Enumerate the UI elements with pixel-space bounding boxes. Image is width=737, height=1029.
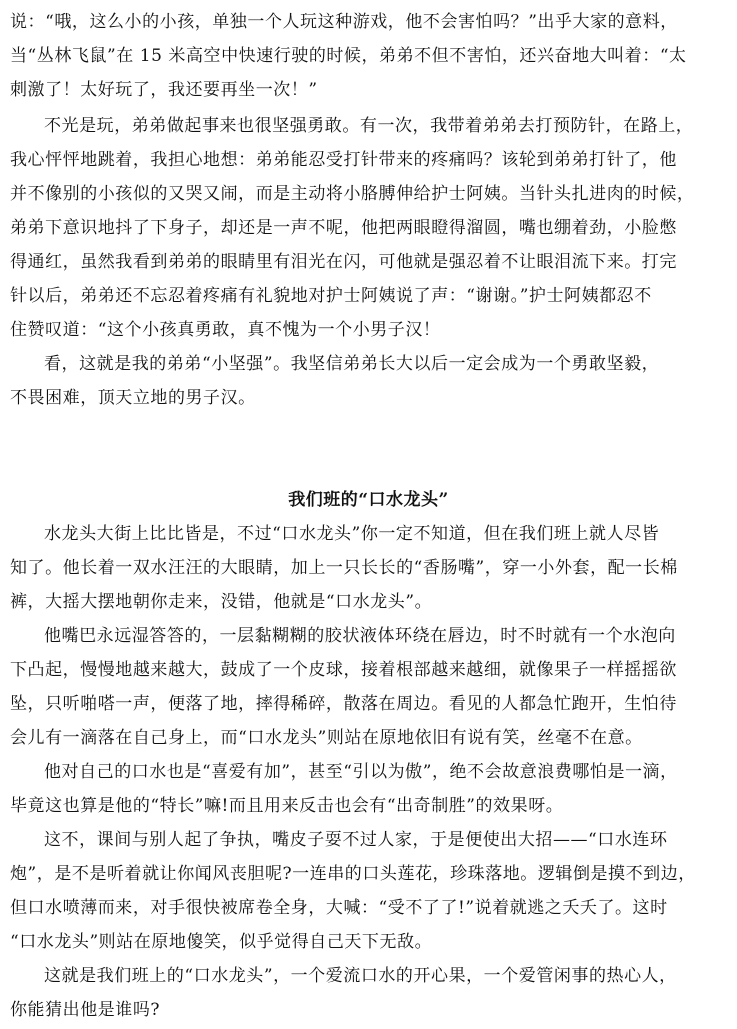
paragraph-line: 当“丛林飞鼠”在 15 米高空中快速行驶的时候，弟弟不但不害怕，还兴奋地大叫着：“太 (10, 46, 687, 66)
paragraph-line: 下凸起，慢慢地越来越大，鼓成了一个皮球，接着根部越来越细，就像果子一样摇摇欲 (10, 660, 677, 680)
paragraph-line: 坠，只听啪嗒一声，便落了地，摔得稀碎，散落在周边。看见的人都急忙跑开，生怕待 (10, 694, 677, 714)
paragraph-line: 不畏困难，顶天立地的男子汉。 (10, 388, 256, 408)
paragraph-line: 刺激了！太好玩了，我还要再坐一次！” (10, 80, 318, 100)
paragraph-line: 得通红，虽然我看到弟弟的眼睛里有泪光在闪，可他就是强忍着不让眼泪流下来。打完 (10, 252, 677, 272)
paragraph-line: 针以后，弟弟还不忘忍着疼痛有礼貌地对护士阿姨说了声：“谢谢。”护士阿姨都忍不 (10, 286, 652, 306)
paragraph-line: 看，这就是我的弟弟“小坚强”。我坚信弟弟长大以后一定会成为一个勇敢坚毅， (44, 354, 660, 374)
paragraph-line: 弟弟下意识地抖了下身子，却还是一声不呢，他把两眼瞪得溜圆，嘴也绷着劲，小脸憋 (10, 218, 677, 238)
paragraph-line: 他对自己的口水也是“喜爱有加”，甚至“引以为傲”，绝不会故意浪费哪怕是一滴， (44, 762, 678, 782)
paragraph-line: 他嘴巴永远湿答答的，一层黏糊糊的胶状液体环绕在唇边，时不时就有一个水泡向 (44, 626, 676, 646)
paragraph-line: 但口水喷薄而来，对手很快被席卷全身，大喊：“受不了了!”说着就逃之夭夭了。这时 (10, 898, 668, 918)
paragraph-line: 不光是玩，弟弟做起事来也很坚强勇敢。有一次，我带着弟弟去打预防针，在路上， (44, 116, 694, 136)
paragraph-line: 知了。他长着一双水汪汪的大眼睛，加上一只长长的“香肠嘴”，穿一小外套，配一长棉 (10, 558, 678, 578)
paragraph-line: 我心怦怦地跳着，我担心地想：弟弟能忍受打针带来的疼痛吗？该轮到弟弟打针了，他 (10, 150, 677, 170)
paragraph-line: 这不，课间与别人起了争执，嘴皮子耍不过人家，于是便使出大招——“口水连环 (44, 830, 668, 850)
paragraph-line: 会儿有一滴落在自己身上，而“口水龙头”则站在原地依旧有说有笑，丝毫不在意。 (10, 728, 643, 748)
paragraph-line: 这就是我们班上的“口水龙头”，一个爱流口水的开心果，一个爱管闲事的热心人， (44, 966, 677, 986)
paragraph-line: “口水龙头”则站在原地傻笑，似乎觉得自己天下无敌。 (10, 932, 433, 952)
essay-title: 我们班的“口水龙头” (288, 490, 449, 510)
paragraph-line: 并不像别的小孩似的又哭又闹，而是主动将小胳膊伸给护士阿姨。当针头扎进肉的时候， (10, 184, 695, 204)
paragraph-line: 住赞叹道：“这个小孩真勇敢，真不愧为一个小男子汉！ (10, 320, 441, 340)
paragraph-line: 炮”，是不是听着就让你闻风丧胆呢?一连串的口头莲花，珍珠落地。逻辑倒是摸不到边， (10, 864, 696, 884)
paragraph-line: 说：“哦，这么小的小孩，单独一个人玩这种游戏，他不会害怕吗？”出乎大家的意料， (10, 12, 678, 32)
paragraph-line: 毕竟这也算是他的“特长”嘛!而且用来反击也会有“出奇制胜”的效果呀。 (10, 796, 564, 816)
paragraph-line: 裤，大摇大摆地朝你走来，没错，他就是“口水龙头”。 (10, 592, 433, 612)
paragraph-line: 水龙头大街上比比皆是，不过“口水龙头”你一定不知道，但在我们班上就人尽皆 (44, 524, 660, 544)
paragraph-line: 你能猜出他是谁吗? (10, 1000, 161, 1020)
